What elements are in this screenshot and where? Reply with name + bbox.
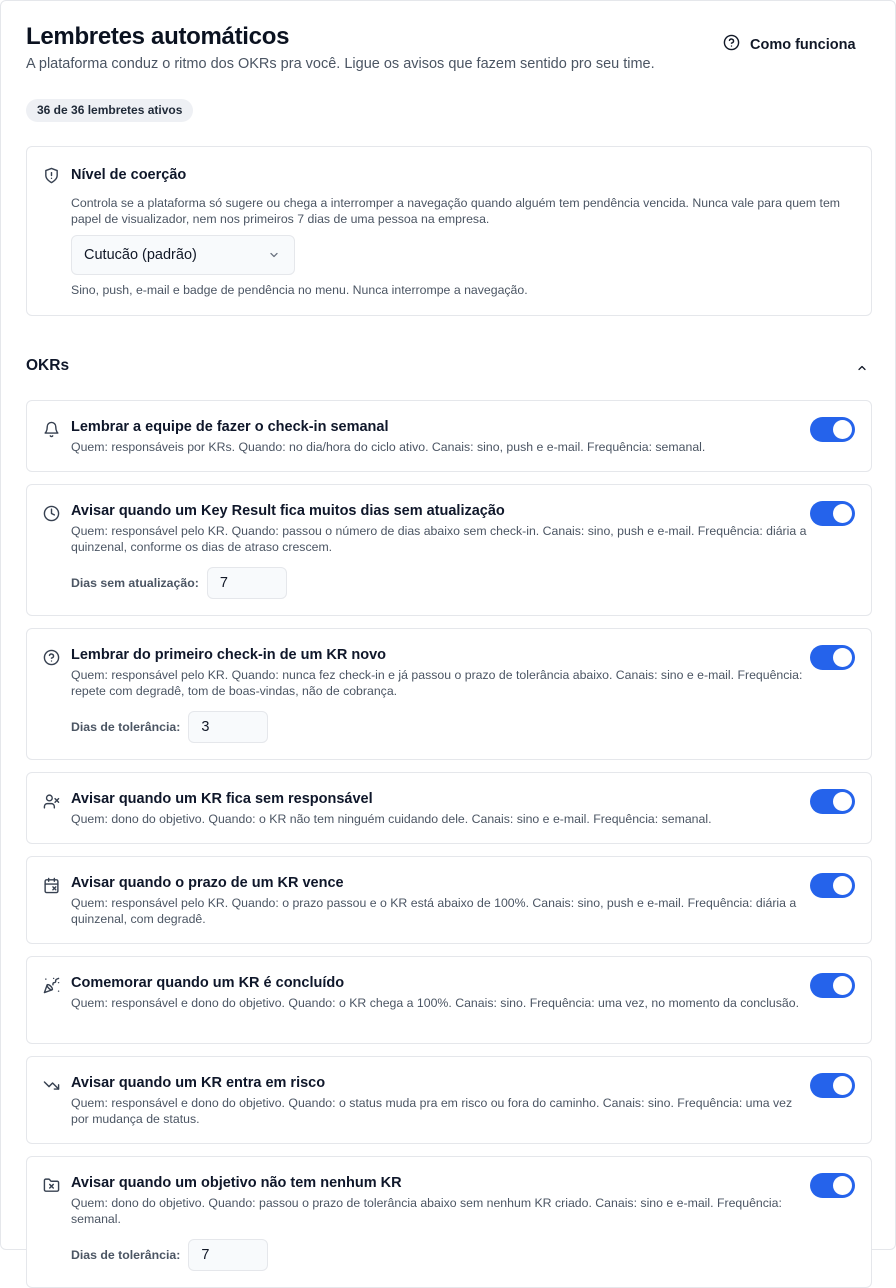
chevron-down-icon <box>268 249 280 261</box>
help-circle-icon <box>43 649 60 666</box>
field-label: Dias sem atualização: <box>71 576 199 590</box>
reminder-description: Quem: dono do objetivo. Quando: o KR não tem ninguém cuidando dele. Canais: sino e e-mail. Frequência: semanal. <box>71 812 712 826</box>
coercion-level-select[interactable] <box>71 235 295 275</box>
toggle-knob <box>833 648 852 667</box>
field-label: Dias de tolerância: <box>71 720 181 734</box>
tolerance-days-field <box>71 711 268 743</box>
chevron-up-icon[interactable] <box>856 361 868 373</box>
reminder-toggle[interactable] <box>810 873 855 898</box>
reminder-card-kr-deadline <box>26 856 872 944</box>
how-it-works-link[interactable] <box>723 34 856 55</box>
reminder-description: Quem: responsável e dono do objetivo. Quando: o KR chega a 100%. Canais: sino. Frequência: uma vez, no momento da conclusão. <box>71 996 800 1010</box>
toggle-knob <box>833 976 852 995</box>
reminder-title: Comemorar quando um KR é concluído <box>71 975 345 991</box>
reminder-toggle[interactable] <box>810 789 855 814</box>
user-x-icon <box>43 793 60 810</box>
calendar-x-icon <box>43 877 60 894</box>
help-circle-icon <box>723 34 740 55</box>
objective-tolerance-days-field <box>71 1239 268 1271</box>
reminder-toggle[interactable] <box>810 1173 855 1198</box>
folder-x-icon <box>43 1177 60 1194</box>
toggle-knob <box>833 504 852 523</box>
reminder-card-kr-at-risk <box>26 1056 872 1144</box>
clock-icon <box>43 505 60 522</box>
reminder-toggle[interactable] <box>810 501 855 526</box>
field-label: Dias de tolerância: <box>71 1248 181 1262</box>
reminder-title: Avisar quando um Key Result fica muitos dias sem atualização <box>71 503 505 519</box>
reminder-toggle[interactable] <box>810 417 855 442</box>
reminder-description: Quem: responsável pelo KR. Quando: nunca fez check-in e já passou o prazo de tolerância abaixo. Canais: sino e e-mail. Frequência: repete com degradê, tom de boas-vindas, não de cobrança. <box>71 668 803 698</box>
days-without-update-input[interactable] <box>207 567 287 599</box>
toggle-knob <box>833 1176 852 1195</box>
party-popper-icon <box>43 977 60 994</box>
coercion-help-text: Sino, push, e-mail e badge de pendência no menu. Nunca interrompe a navegação. <box>71 283 528 297</box>
reminder-toggle[interactable] <box>810 1073 855 1098</box>
reminder-description: Quem: dono do objetivo. Quando: passou o prazo de tolerância abaixo sem nenhum KR criado. Canais: sino e e-mail. Frequência: semanal. <box>71 1196 782 1226</box>
reminder-title: Avisar quando um KR fica sem responsável <box>71 791 373 807</box>
shield-alert-icon <box>43 167 60 184</box>
page-title: Lembretes automáticos <box>26 23 290 50</box>
tolerance-days-input[interactable] <box>188 711 268 743</box>
reminder-description: Quem: responsável pelo KR. Quando: o prazo passou e o KR está abaixo de 100%. Canais: sino, push e e-mail. Frequência: diária a quinzenal, com degradê. <box>71 896 797 926</box>
coercion-level-card <box>26 146 872 316</box>
reminder-description: Quem: responsáveis por KRs. Quando: no dia/hora do ciclo ativo. Canais: sino, push e e-mail. Frequência: semanal. <box>71 440 706 454</box>
coercion-title: Nível de coerção <box>71 167 187 183</box>
how-it-works-label: Como funciona <box>750 36 856 53</box>
reminder-card-weekly-checkin <box>26 400 872 472</box>
days-without-update-field <box>71 567 287 599</box>
trending-down-icon <box>43 1077 60 1094</box>
reminder-title: Lembrar do primeiro check-in de um KR novo <box>71 647 387 663</box>
reminder-card-kr-stale <box>26 484 872 616</box>
section-title: OKRs <box>26 357 70 374</box>
reminder-title: Lembrar a equipe de fazer o check-in semanal <box>71 419 389 435</box>
reminder-description: Quem: responsável e dono do objetivo. Quando: o status muda pra em risco ou fora do caminho. Canais: sino. Frequência: uma vez por mudança de status. <box>71 1096 793 1126</box>
toggle-knob <box>833 1076 852 1095</box>
toggle-knob <box>833 420 852 439</box>
toggle-knob <box>833 792 852 811</box>
reminder-card-first-checkin <box>26 628 872 760</box>
reminder-title: Avisar quando um objetivo não tem nenhum KR <box>71 1175 402 1191</box>
reminder-card-kr-no-owner <box>26 772 872 844</box>
objective-tolerance-days-input[interactable] <box>188 1239 268 1271</box>
toggle-knob <box>833 876 852 895</box>
reminder-card-objective-no-kr <box>26 1156 872 1288</box>
reminder-card-kr-completed <box>26 956 872 1044</box>
bell-icon <box>43 421 60 438</box>
reminder-description: Quem: responsável pelo KR. Quando: passou o número de dias abaixo sem check-in. Canais: sino, push e e-mail. Frequência: diária a quinzenal, conforme os dias de atraso crescem. <box>71 524 807 554</box>
reminder-toggle[interactable] <box>810 973 855 998</box>
coercion-selected-value: Cutucão (padrão) <box>84 247 197 263</box>
active-count-badge: 36 de 36 lembretes ativos <box>26 99 193 122</box>
reminder-toggle[interactable] <box>810 645 855 670</box>
page-subtitle: A plataforma conduz o ritmo dos OKRs pra você. Ligue os avisos que fazem sentido pro seu time. <box>26 56 655 72</box>
coercion-description: Controla se a plataforma só sugere ou chega a interromper a navegação quando alguém tem pendência vencida. Nunca vale para quem tem papel de visualizador, nem nos primeiros 7 dias de uma pessoa na empresa. <box>71 196 841 226</box>
reminder-title: Avisar quando o prazo de um KR vence <box>71 875 344 891</box>
reminder-title: Avisar quando um KR entra em risco <box>71 1075 326 1091</box>
okrs-section-header[interactable] <box>26 357 872 379</box>
